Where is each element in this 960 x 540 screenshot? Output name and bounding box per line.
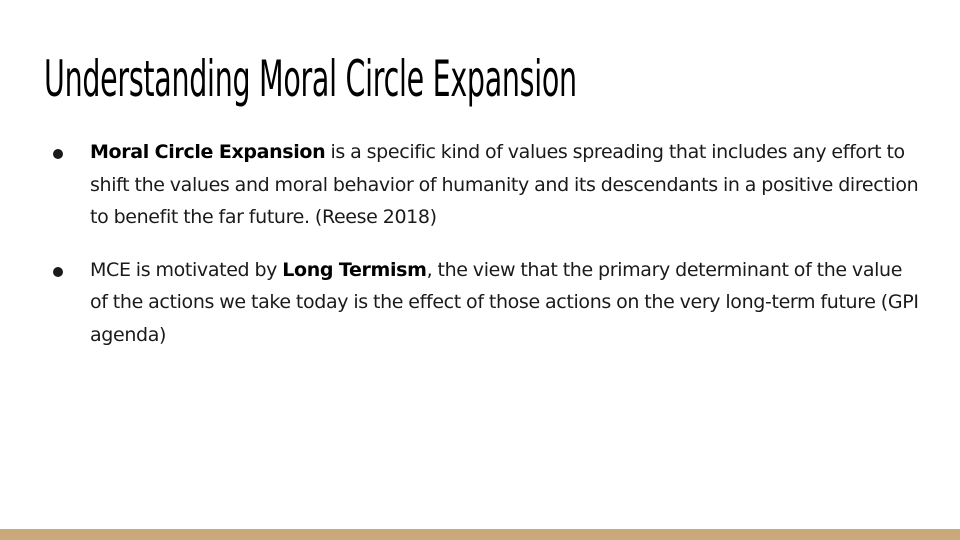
bullet-body-text: , the view that the primary determinant of the value of the actions we take today is the effect of those actions on the very long-term future (GPI agenda) — [90, 258, 919, 346]
bold-term: Moral Circle Expansion — [90, 141, 326, 163]
bullet-dot-icon — [53, 267, 63, 277]
footer-accent-bar — [0, 529, 960, 540]
bullet-dot-icon — [53, 149, 63, 159]
bullet-body-text: is a specific kind of values spreading that includes any effort to shift the values and moral behavior of humanity and its descendants in a positive direction to benefit the far future. (Reese 2018) — [90, 141, 919, 228]
bold-term: Long Termism — [282, 258, 427, 281]
slide-title: Understanding Moral Circle Expansion — [44, 50, 577, 108]
bullet-item-long-termism — [0, 254, 960, 352]
bullet-list — [0, 136, 960, 371]
bullet-prefix-text: MCE is motivated by — [90, 258, 283, 281]
bullet-item-mce-definition — [0, 136, 960, 234]
bullet-text — [90, 136, 922, 234]
bullet-text — [90, 254, 922, 352]
